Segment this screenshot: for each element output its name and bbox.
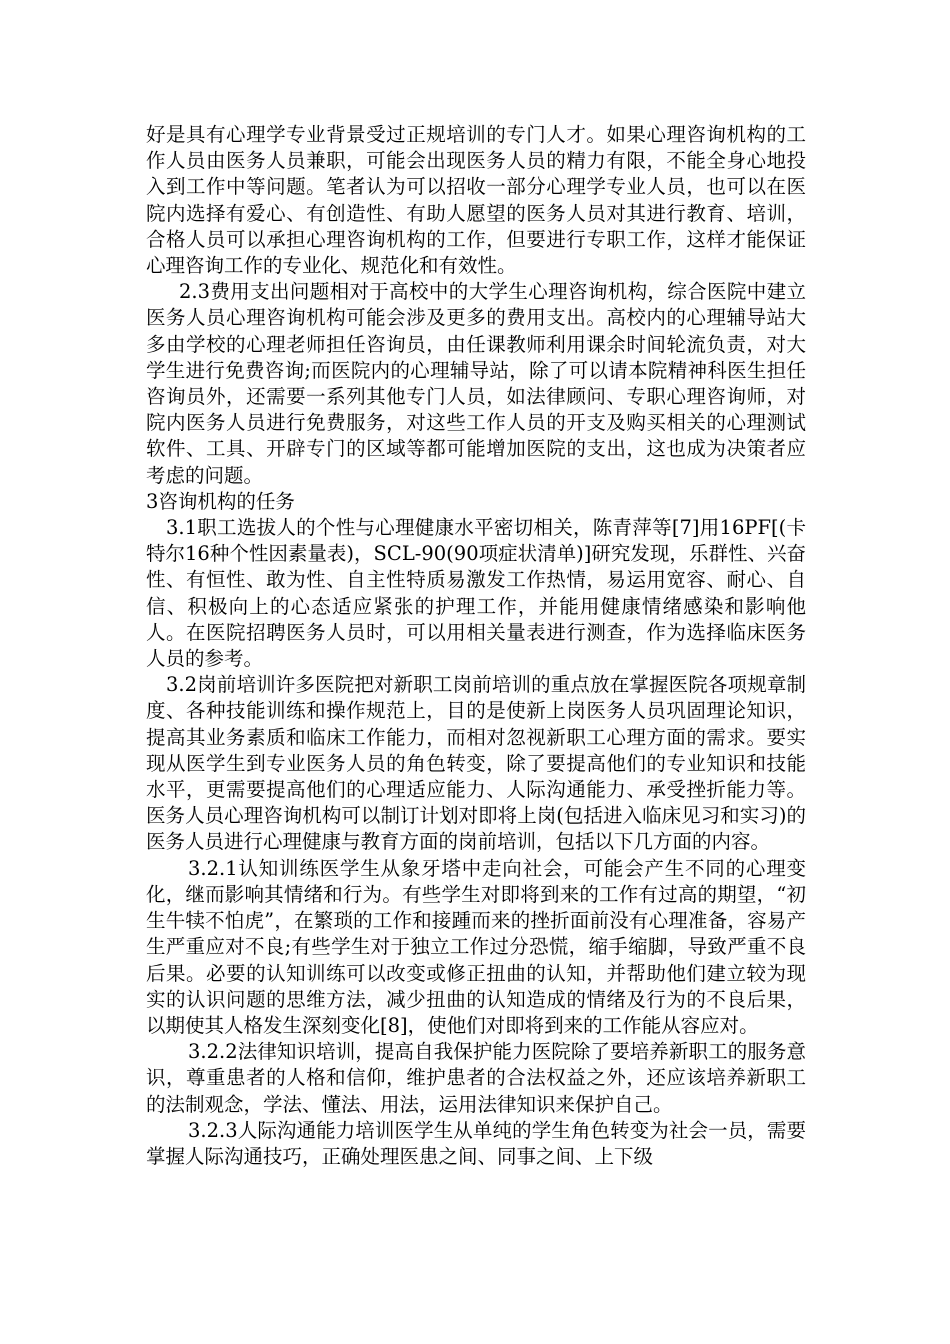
paragraph-3-1-selection: 3.1职工选拔人的个性与心理健康水平密切相关，陈青萍等[7]用16PF[(卡特尔16种个性因素量表)，SCL-90(90项症状清单)]研究发现，乐群性、兴奋性、有恒性、敢为性、自主性特质易激发工作热情，易运用宽容、耐心、自信、积极向上的心态适应紧张的护理工作，并能用健康情绪感染和影响他人。在医院招聘医务人员时，可以用相关量表进行测查，作为选择临床医务人员的参考。: [146, 516, 806, 671]
paragraph-2-3-costs: 2.3费用支出问题相对于高校中的大学生心理咨询机构，综合医院中建立医务人员心理咨询机构可能会涉及更多的费用支出。高校内的心理辅导站大多由学校的心理老师担任咨询员，由任课教师利用课余时间轮流负责，对大学生进行免费咨询;而医院内的心理辅导站，除了可以请本院精神科医生担任咨询员外，还需要一系列其他专门人员，如法律顾问、专职心理咨询师，对院内医务人员进行免费服务，对这些工作人员的开支及购买相关的心理测试软件、工具、开辟专门的区域等都可能增加医院的支出，这也成为决策者应考虑的问题。: [146, 280, 806, 487]
document-body: [146, 122, 806, 1170]
paragraph-3-2-1-cognitive-training: 3.2.1认知训练医学生从象牙塔中走向社会，可能会产生不同的心理变化，继而影响其情绪和行为。有些学生对即将到来的工作有过高的期望，“初生牛犊不怕虎”，在繁琐的工作和接踵而来的挫折面前没有心理准备，容易产生严重应对不良;有些学生对于独立工作过分恐慌，缩手缩脚，导致严重不良后果。必要的认知训练可以改变或修正扭曲的认知，并帮助他们建立较为现实的认识问题的思维方法，减少扭曲的认知造成的情绪及行为的不良后果，以期使其人格发生深刻变化[8]，使他们对即将到来的工作能从容应对。: [146, 856, 806, 1037]
paragraph-staffing-continued: 好是具有心理学专业背景受过正规培训的专门人才。如果心理咨询机构的工作人员由医务人员兼职，可能会出现医务人员的精力有限，不能全身心地投入到工作中等问题。笔者认为可以招收一部分心理学专业人员，也可以在医院内选择有爱心、有创造性、有助人愿望的医务人员对其进行教育、培训，合格人员可以承担心理咨询机构的工作，但要进行专职工作，这样才能保证心理咨询工作的专业化、规范化和有效性。: [146, 123, 806, 278]
paragraph-3-2-2-legal-training: 3.2.2法律知识培训，提高自我保护能力医院除了要培养新职工的服务意识，尊重患者的人格和信仰，维护患者的合法权益之外，还应该培养新职工的法制观念，学法、懂法、用法，运用法律知识来保护自己。: [146, 1040, 806, 1116]
paragraph-3-2-pre-job-training: 3.2岗前培训许多医院把对新职工岗前培训的重点放在掌握医院各项规章制度、各种技能训练和操作规范上，目的是使新上岗医务人员巩固理论知识，提高其业务素质和临床工作能力，而相对忽视新职工心理方面的需求。要实现从医学生到专业医务人员的角色转变，除了要提高他们的专业知识和技能水平，更需要提高他们的心理适应能力、人际沟通能力、承受挫折能力等。医务人员心理咨询机构可以制订计划对即将上岗(包括进入临床见习和实习)的医务人员进行心理健康与教育方面的岗前培训，包括以下几方面的内容。: [146, 673, 806, 854]
section-heading-3: 3咨询机构的任务: [146, 489, 295, 513]
paragraph-3-2-3-communication-training: 3.2.3人际沟通能力培训医学生从单纯的学生角色转变为社会一员，需要掌握人际沟通技巧，正确处理医患之间、同事之间、上下级: [146, 1118, 806, 1168]
